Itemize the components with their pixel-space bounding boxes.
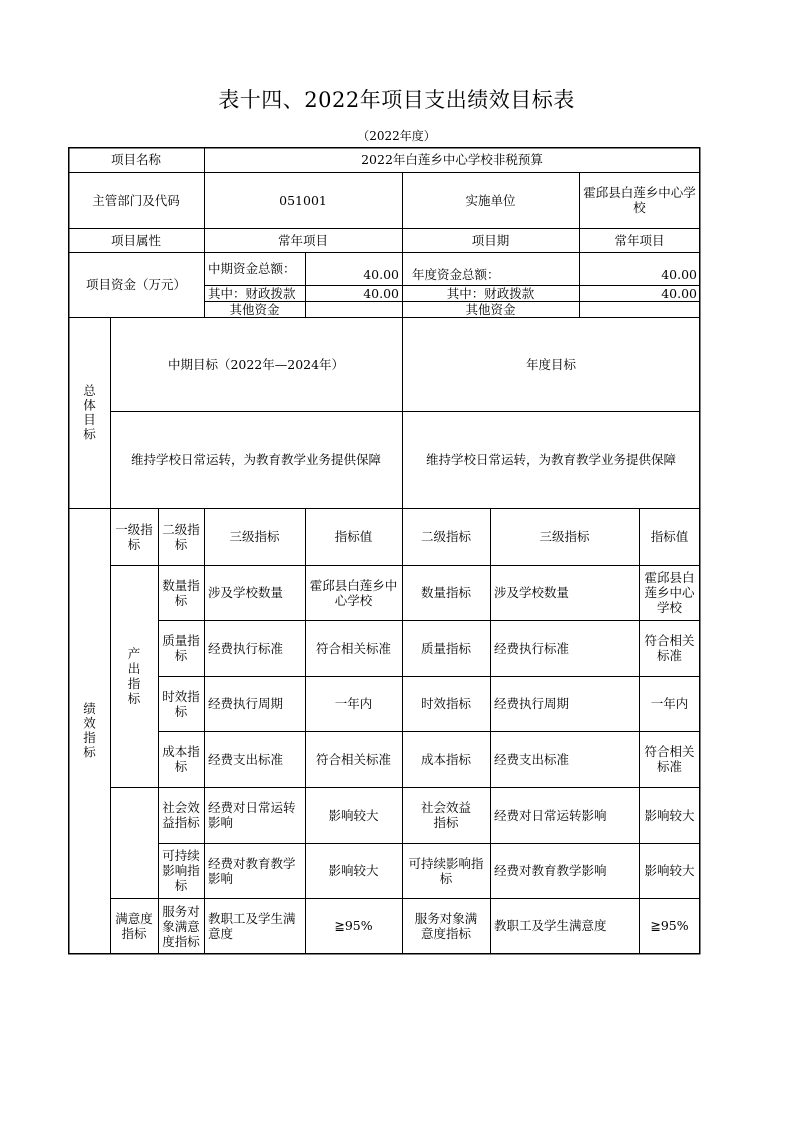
row-level3-annual: 涉及学校数量 [494,585,570,600]
row-value-annual: 霍邱县白莲乡中心学校 [644,570,695,615]
fiscal-label-mid: 其中：财政拨款 [208,285,296,301]
row-level3: 经费执行周期 [208,696,284,711]
row-level2: 时效指标 [162,688,200,719]
header-value: 指标值 [334,529,373,544]
row-value-annual: ≧95% [650,918,689,933]
funds-label: 项目资金（万元） [85,277,186,292]
satisfaction-indicator-label: 满意度指标 [115,910,153,941]
row-level3: 教职工及学生满意度 [208,910,296,941]
row-value: 霍邱县白莲乡中心学校 [309,577,398,608]
row-level3-annual: 经费对教育教学影响 [494,863,607,878]
annual-total-value: 40.00 [661,267,697,282]
row-level3-annual: 经费对日常运转影响 [494,807,607,823]
row-level3: 经费对日常运转影响 [208,800,296,830]
row-value: ≧95% [334,918,373,933]
header-level2: 二级指标 [162,521,200,552]
row-level2-annual: 社会效益指标 [420,800,471,830]
other-label-mid: 其他资金 [229,301,280,317]
row-level2-annual: 可持续影响指标 [408,855,484,886]
fiscal-label-annual: 其中：财政拨款 [446,285,535,301]
page-title: 表十四、2022年项目支出绩效目标表 [218,88,575,112]
row-level2-annual: 服务对象满意度指标 [414,910,478,941]
period-value: 常年项目 [614,232,665,248]
row-value: 符合相关标准 [315,751,391,767]
row-value-annual: 符合相关标准 [644,633,695,663]
project-name-value: 2022年白莲乡中心学校非税预算 [361,152,543,167]
midterm-total-value: 40.00 [363,267,399,282]
row-level2: 质量指标 [162,633,200,663]
row-value-annual: 一年内 [650,696,689,711]
row-level2: 成本指标 [162,744,200,774]
row-value: 符合相关标准 [315,640,391,656]
output-indicator-label: 产出指标 [127,646,141,706]
fiscal-value-mid: 40.00 [363,285,399,301]
row-level3-annual: 经费执行周期 [494,696,570,711]
row-level3: 经费对教育教学影响 [208,855,296,886]
row-level3: 涉及学校数量 [208,585,284,600]
unit-label: 实施单位 [465,192,516,208]
period-label: 项目期 [471,232,510,248]
row-value-annual: 影响较大 [644,807,695,823]
header-value-annual: 指标值 [650,529,689,544]
project-name-label: 项目名称 [110,152,161,167]
midterm-goal-text: 维持学校日常运转，为教育教学业务提供保障 [130,452,381,467]
row-value-annual: 影响较大 [644,863,695,878]
row-level2: 数量指标 [162,577,200,608]
dept-label: 主管部门及代码 [92,192,180,208]
annual-goal-text: 维持学校日常运转，为教育教学业务提供保障 [425,452,676,467]
header-level3-annual: 三级指标 [539,529,590,544]
unit-value: 霍邱县白莲乡中心学校 [583,185,696,215]
row-level2-annual: 质量指标 [420,640,471,656]
row-value: 影响较大 [328,863,379,878]
row-level2: 服务对象满意度指标 [162,904,200,949]
row-level3: 经费支出标准 [208,751,284,767]
row-level3-annual: 经费支出标准 [494,751,570,767]
header-level1: 一级指标 [115,521,153,552]
row-level3-annual: 教职工及学生满意度 [494,918,607,933]
header-level2-annual: 二级指标 [420,529,471,544]
midterm-goal-header: 中期目标（2022年—2024年） [167,356,345,372]
row-level2: 可持续影响指标 [162,848,200,893]
row-level2: 社会效益指标 [162,800,200,830]
page-subtitle: （2022年度） [357,129,436,143]
attr-label: 项目属性 [110,232,161,248]
row-level2-annual: 时效指标 [420,696,471,711]
midterm-total-label: 中期资金总额： [208,261,296,276]
fiscal-value-annual: 40.00 [661,285,697,301]
annual-goal-header: 年度目标 [525,356,576,372]
indicators-label: 绩效指标 [81,701,97,760]
row-value-annual: 符合相关标准 [644,744,695,774]
attr-value: 常年项目 [277,232,328,248]
other-label-annual: 其他资金 [465,301,516,317]
goals-label: 总体目标 [81,383,97,442]
row-level2-annual: 成本指标 [420,751,471,767]
header-level3: 三级指标 [229,529,280,544]
dept-value: 051001 [279,192,327,208]
row-value: 一年内 [334,696,373,711]
row-level3: 经费执行标准 [208,640,284,656]
row-level2-annual: 数量指标 [420,585,471,600]
annual-total-label: 年度资金总额： [412,267,500,282]
row-level3-annual: 经费执行标准 [494,640,570,656]
row-value: 影响较大 [328,807,379,823]
